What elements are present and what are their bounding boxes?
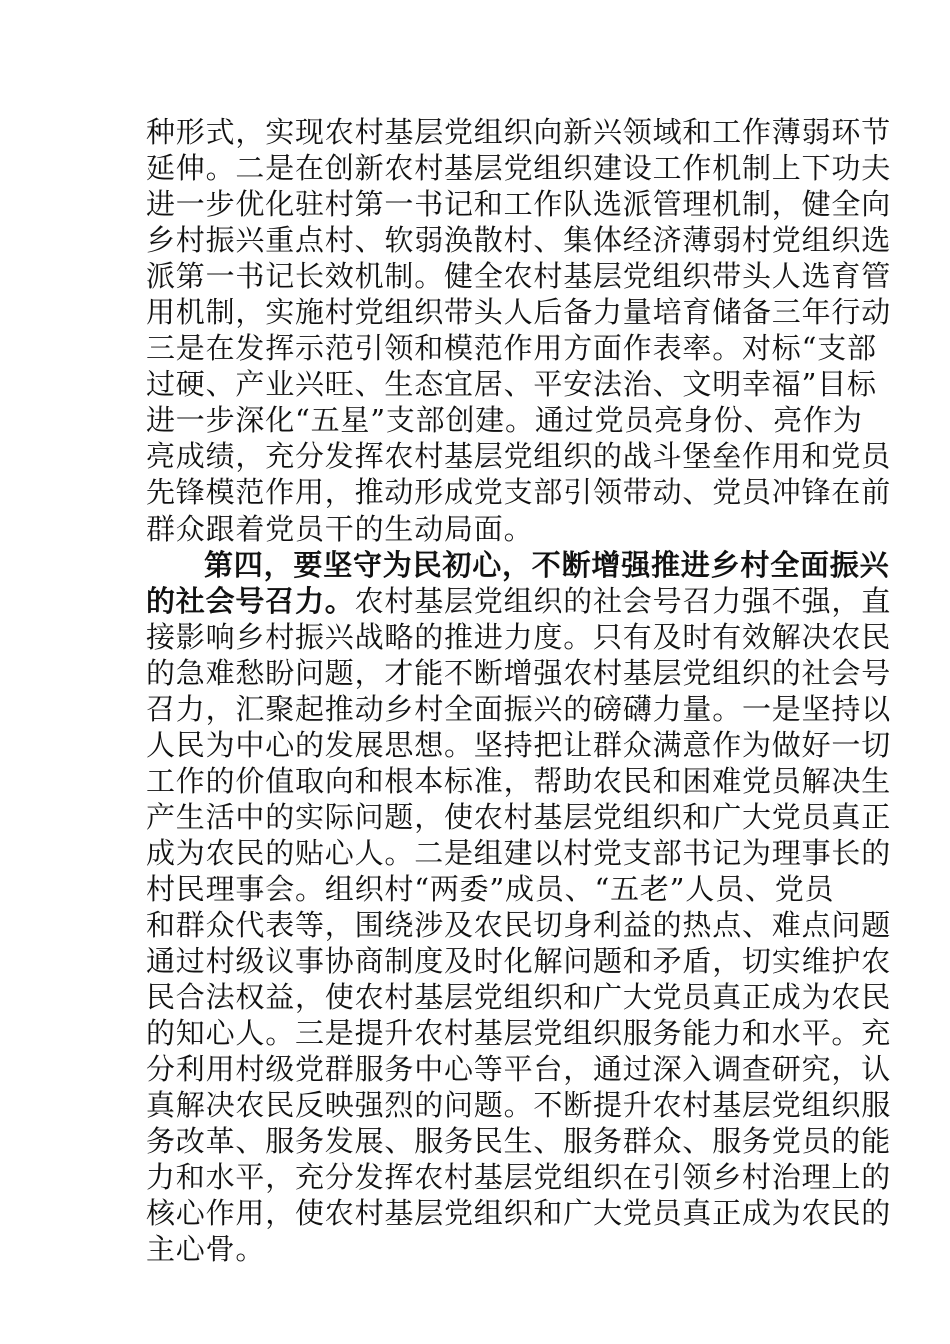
- paragraph-line: 乡村振兴重点村、软弱涣散村、集体经济薄弱村党组织选: [146, 223, 892, 258]
- paragraph-line: 核心作用，使农村基层党组织和广大党员真正成为农民的: [146, 1196, 892, 1231]
- paragraph-line: 民合法权益，使农村基层党组织和广大党员真正成为农民: [146, 980, 892, 1015]
- section-heading-continuation: [146, 583, 892, 619]
- paragraph-line: 通过村级议事协商制度及时化解问题和矛盾，切实维护农: [146, 944, 892, 979]
- paragraph-line: 派第一书记长效机制。健全农村基层党组织带头人选育管: [146, 259, 892, 294]
- paragraph-line: 进一步优化驻村第一书记和工作队选派管理机制，健全向: [146, 187, 892, 222]
- paragraph-line: 进一步深化“五星”支部创建。通过党员亮身份、亮作为: [146, 403, 863, 438]
- paragraph-line: 真解决农民反映强烈的问题。不断提升农村基层党组织服: [146, 1088, 892, 1123]
- paragraph-line: 工作的价值取向和根本标准，帮助农民和困难党员解决生: [146, 763, 892, 798]
- paragraph-line: 延伸。二是在创新农村基层党组织建设工作机制上下功夫: [146, 151, 892, 186]
- paragraph-line: 先锋模范作用，推动形成党支部引领带动、党员冲锋在前: [146, 475, 892, 510]
- paragraph-line: 人民为中心的发展思想。坚持把让群众满意作为做好一切: [146, 727, 892, 762]
- paragraph-line: 接影响乡村振兴战略的推进力度。只有及时有效解决农民: [146, 619, 892, 654]
- paragraph-line: 务改革、服务发展、服务民生、服务群众、服务党员的能: [146, 1124, 892, 1159]
- paragraph-line: 过硬、产业兴旺、生态宜居、平安法治、文明幸福”目标: [146, 367, 877, 402]
- paragraph-line: 种形式，实现农村基层党组织向新兴领域和工作薄弱环节: [146, 115, 892, 149]
- paragraph-line: 召力，汇聚起推动乡村全面振兴的磅礴力量。一是坚持以: [146, 691, 892, 726]
- paragraph-line: 亮成绩，充分发挥农村基层党组织的战斗堡垒作用和党员: [146, 439, 892, 474]
- paragraph-line: 主心骨。: [146, 1232, 266, 1267]
- paragraph-line: 分利用村级党群服务中心等平台，通过深入调查研究，认: [146, 1052, 892, 1087]
- document-body: [146, 114, 892, 1268]
- paragraph-line: 用机制，实施村党组织带头人后备力量培育储备三年行动: [146, 295, 892, 330]
- paragraph-line: 力和水平，充分发挥农村基层党组织在引领乡村治理上的: [146, 1160, 892, 1195]
- section-heading-tail: 的社会号召力。: [146, 583, 355, 618]
- paragraph-line: 三是在发挥示范引领和模范作用方面作表率。对标“支部: [146, 331, 877, 366]
- paragraph-line: 成为农民的贴心人。二是组建以村党支部书记为理事长的: [146, 835, 892, 870]
- paragraph-text: 农村基层党组织的社会号召力强不强，直: [354, 583, 892, 618]
- paragraph-line: 群众跟着党员干的生动局面。: [146, 511, 534, 546]
- paragraph-line: 产生活中的实际问题，使农村基层党组织和广大党员真正: [146, 799, 892, 834]
- section-heading: 第四，要坚守为民初心，不断增强推进乡村全面振兴: [204, 547, 890, 582]
- paragraph-line: 的急难愁盼问题，才能不断增强农村基层党组织的社会号: [146, 655, 892, 690]
- paragraph-line: 和群众代表等，围绕涉及农民切身利益的热点、难点问题: [146, 908, 892, 943]
- paragraph-line: 的知心人。三是提升农村基层党组织服务能力和水平。充: [146, 1016, 892, 1051]
- paragraph-line: 村民理事会。组织村“两委”成员、“五老”人员、党员: [146, 871, 835, 906]
